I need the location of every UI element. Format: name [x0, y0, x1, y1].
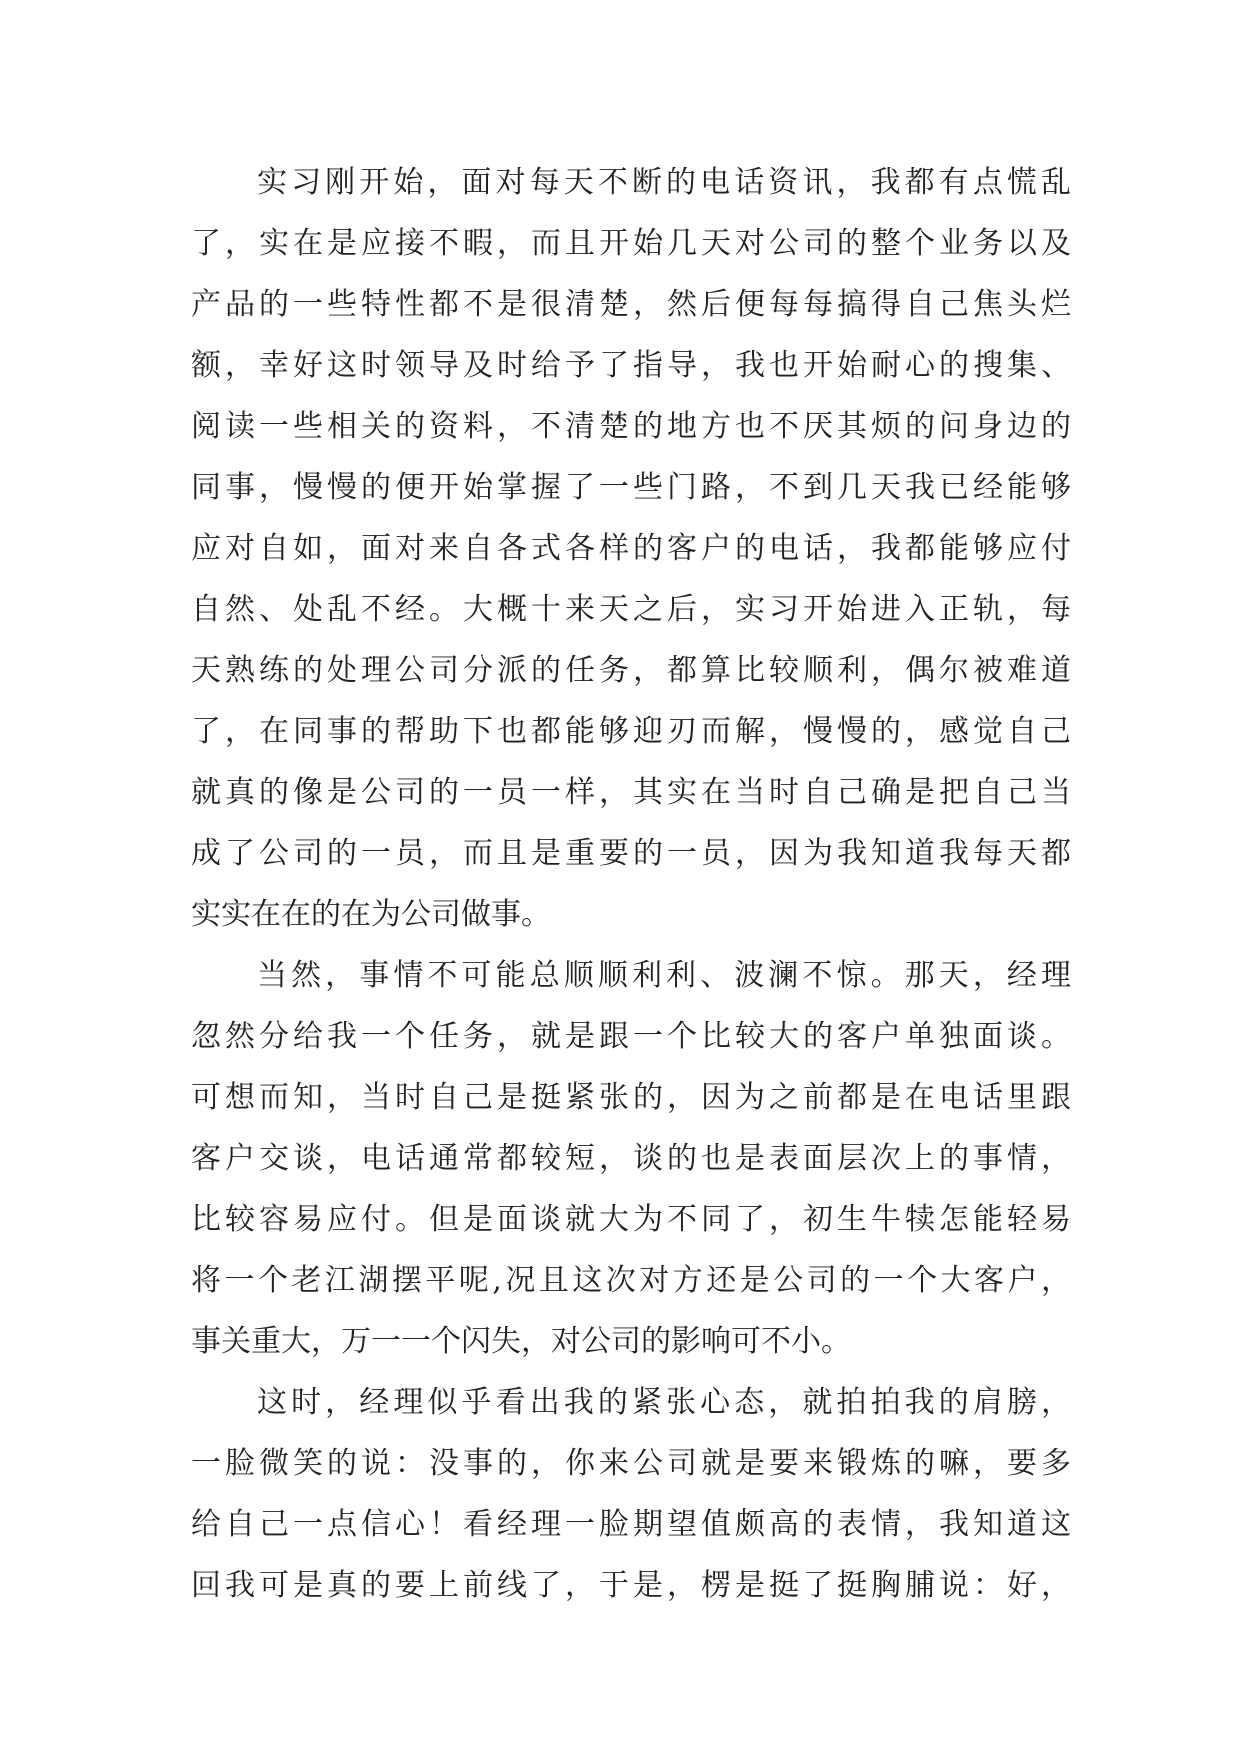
text-line: 将一个老江湖摆平呢,况且这次对方还是公司的一个大客户， [191, 1263, 1071, 1298]
text-line: 可想而知，当时自己是挺紧张的，因为之前都是在电话里跟 [191, 1080, 1071, 1115]
text-line: 成了公司的一员，而且是重要的一员，因为我知道我每天都 [191, 836, 1071, 871]
text-line: 天熟练的处理公司分派的任务，都算比较顺利，偶尔被难道 [191, 653, 1071, 688]
text-line: 额，幸好这时领导及时给予了指导，我也开始耐心的搜集、 [191, 348, 1071, 383]
text-line: 当然，事情不可能总顺顺利利、波澜不惊。那天，经理 [257, 958, 1071, 993]
text-line: 了，在同事的帮助下也都能够迎刃而解，慢慢的，感觉自己 [191, 714, 1071, 749]
text-line: 实习刚开始，面对每天不断的电话资讯，我都有点慌乱 [257, 165, 1071, 200]
text-line: 自然、处乱不经。大概十来天之后，实习开始进入正轨，每 [191, 592, 1071, 627]
text-line: 就真的像是公司的一员一样，其实在当时自己确是把自己当 [191, 775, 1071, 810]
text-line: 忽然分给我一个任务，就是跟一个比较大的客户单独面谈。 [191, 1019, 1071, 1054]
text-line: 一脸微笑的说：没事的，你来公司就是要来锻炼的嘛，要多 [191, 1446, 1071, 1481]
text-line: 同事，慢慢的便开始掌握了一些门路，不到几天我已经能够 [191, 470, 1071, 505]
text-line: 了，实在是应接不暇，而且开始几天对公司的整个业务以及 [191, 226, 1071, 261]
body-text [191, 152, 1071, 1616]
text-line: 事关重大，万一一个闪失，对公司的影响可不小。 [191, 1324, 851, 1359]
text-line: 客户交谈，电话通常都较短，谈的也是表面层次上的事情， [191, 1141, 1071, 1176]
text-line: 产品的一些特性都不是很清楚，然后便每每搞得自己焦头烂 [191, 287, 1071, 322]
text-line: 给自己一点信心！看经理一脸期望值颇高的表情，我知道这 [191, 1507, 1071, 1542]
text-line: 阅读一些相关的资料，不清楚的地方也不厌其烦的问身边的 [191, 409, 1071, 444]
text-line: 这时，经理似乎看出我的紧张心态，就拍拍我的肩膀， [257, 1385, 1071, 1420]
text-line: 应对自如，面对来自各式各样的客户的电话，我都能够应付 [191, 531, 1071, 566]
text-line: 实实在在的在为公司做事。 [191, 897, 551, 932]
text-line: 回我可是真的要上前线了，于是，楞是挺了挺胸脯说：好， [191, 1568, 1071, 1603]
text-line: 比较容易应付。但是面谈就大为不同了，初生牛犊怎能轻易 [191, 1202, 1071, 1237]
